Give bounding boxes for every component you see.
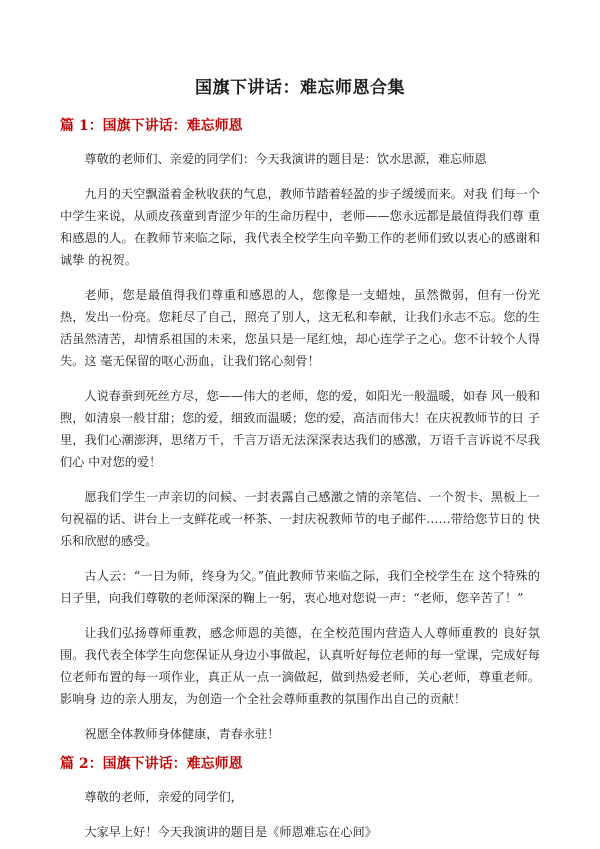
- section-1-paragraph-3: 老师，您是最值得我们尊重和感恩的人，您像是一支蜡烛，虽然微弱，但有一份光热，发出一份亮。您耗尽了自己，照亮了别人，这无私和奉献，让我们永志不忘。您的生 活虽然清苦，却情系祖国的未来，您虽只是一尾红烛，却心连学子之心。您不计较个人得失。这 毫无保留的呕心沥血，让我们铭心刻骨！: [60, 288, 540, 368]
- section-1: [60, 116, 540, 745]
- section-1-paragraph-5: 愿我们学生一声亲切的问候、一封表露自己感激之情的亲笔信、一个贺卡、黑板上一句祝福的话、讲台上一支鲜花或一杯茶、一封庆祝教师节的电子邮件……带给您节日的 快乐和欣慰的感受。: [60, 490, 540, 548]
- section-2-paragraph-2: 大家早上好！今天我演讲的题目是《师恩难忘在心间》: [84, 825, 377, 839]
- section-2-paragraph-1: 尊敬的老师，亲爱的同学们，: [84, 790, 243, 804]
- section-1-paragraph-7: 让我们弘扬尊师重教，感念师恩的美德，在全校范围内营造人人尊师重教的 良好氛围。我代表全体学生向您保证从身边小事做起，认真听好每位老师的每一堂课，完成好每 位老师布置的每一项作业，真正从一点一滴做起，做到热爱老师，关心老师，尊重老师。影响身 边的亲人朋友，为创造一个全社会尊师重教的氛围作出自己的贡献！: [60, 626, 540, 706]
- section-1-heading: 篇 1：国旗下讲话：难忘师恩: [60, 118, 243, 134]
- document-title: 国旗下讲话：难忘师恩合集: [195, 78, 405, 98]
- section-1-paragraph-2: 九月的天空飘溢着金秋收获的气息，教师节踏着轻盈的步子缓缓而来。对我 们每一个中学生来说，从顽皮孩童到青涩少年的生命历程中，老师——您永远都是最值得我们尊 重和感恩的人。在教师节来临之际，我代表全校学生向辛勤工作的老师们致以衷心的感谢和诚挚 的祝贺。: [60, 187, 540, 267]
- section-2: [60, 754, 540, 843]
- section-2-heading: 篇 2：国旗下讲话：难忘师恩: [60, 756, 243, 772]
- section-1-paragraph-1: 尊敬的老师们、亲爱的同学们：今天我演讲的题目是：饮水思源，难忘师恩: [84, 152, 487, 166]
- section-1-paragraph-8: 祝愿全体教师身体健康，青春永驻！: [84, 727, 280, 741]
- section-1-paragraph-4: 人说春蚕到死丝方尽，您——伟大的老师，您的爱，如阳光一般温暖，如春 风一般和煦，如清泉一般甘甜；您的爱，细致而温暖；您的爱，高洁而伟大！在庆祝教师节的日 子里，我们心潮澎湃，思绪万千，千言万语无法深深表达我们的感激，万语千言诉说不尽我们心 中对您的爱！: [60, 389, 540, 469]
- section-1-paragraph-6: 古人云：“一日为师，终身为父。”值此教师节来临之际，我们全校学生在 这个特殊的日子里，向我们尊敬的老师深深的鞠上一躬，衷心地对您说一声：“老师，您辛苦了！”: [60, 569, 540, 605]
